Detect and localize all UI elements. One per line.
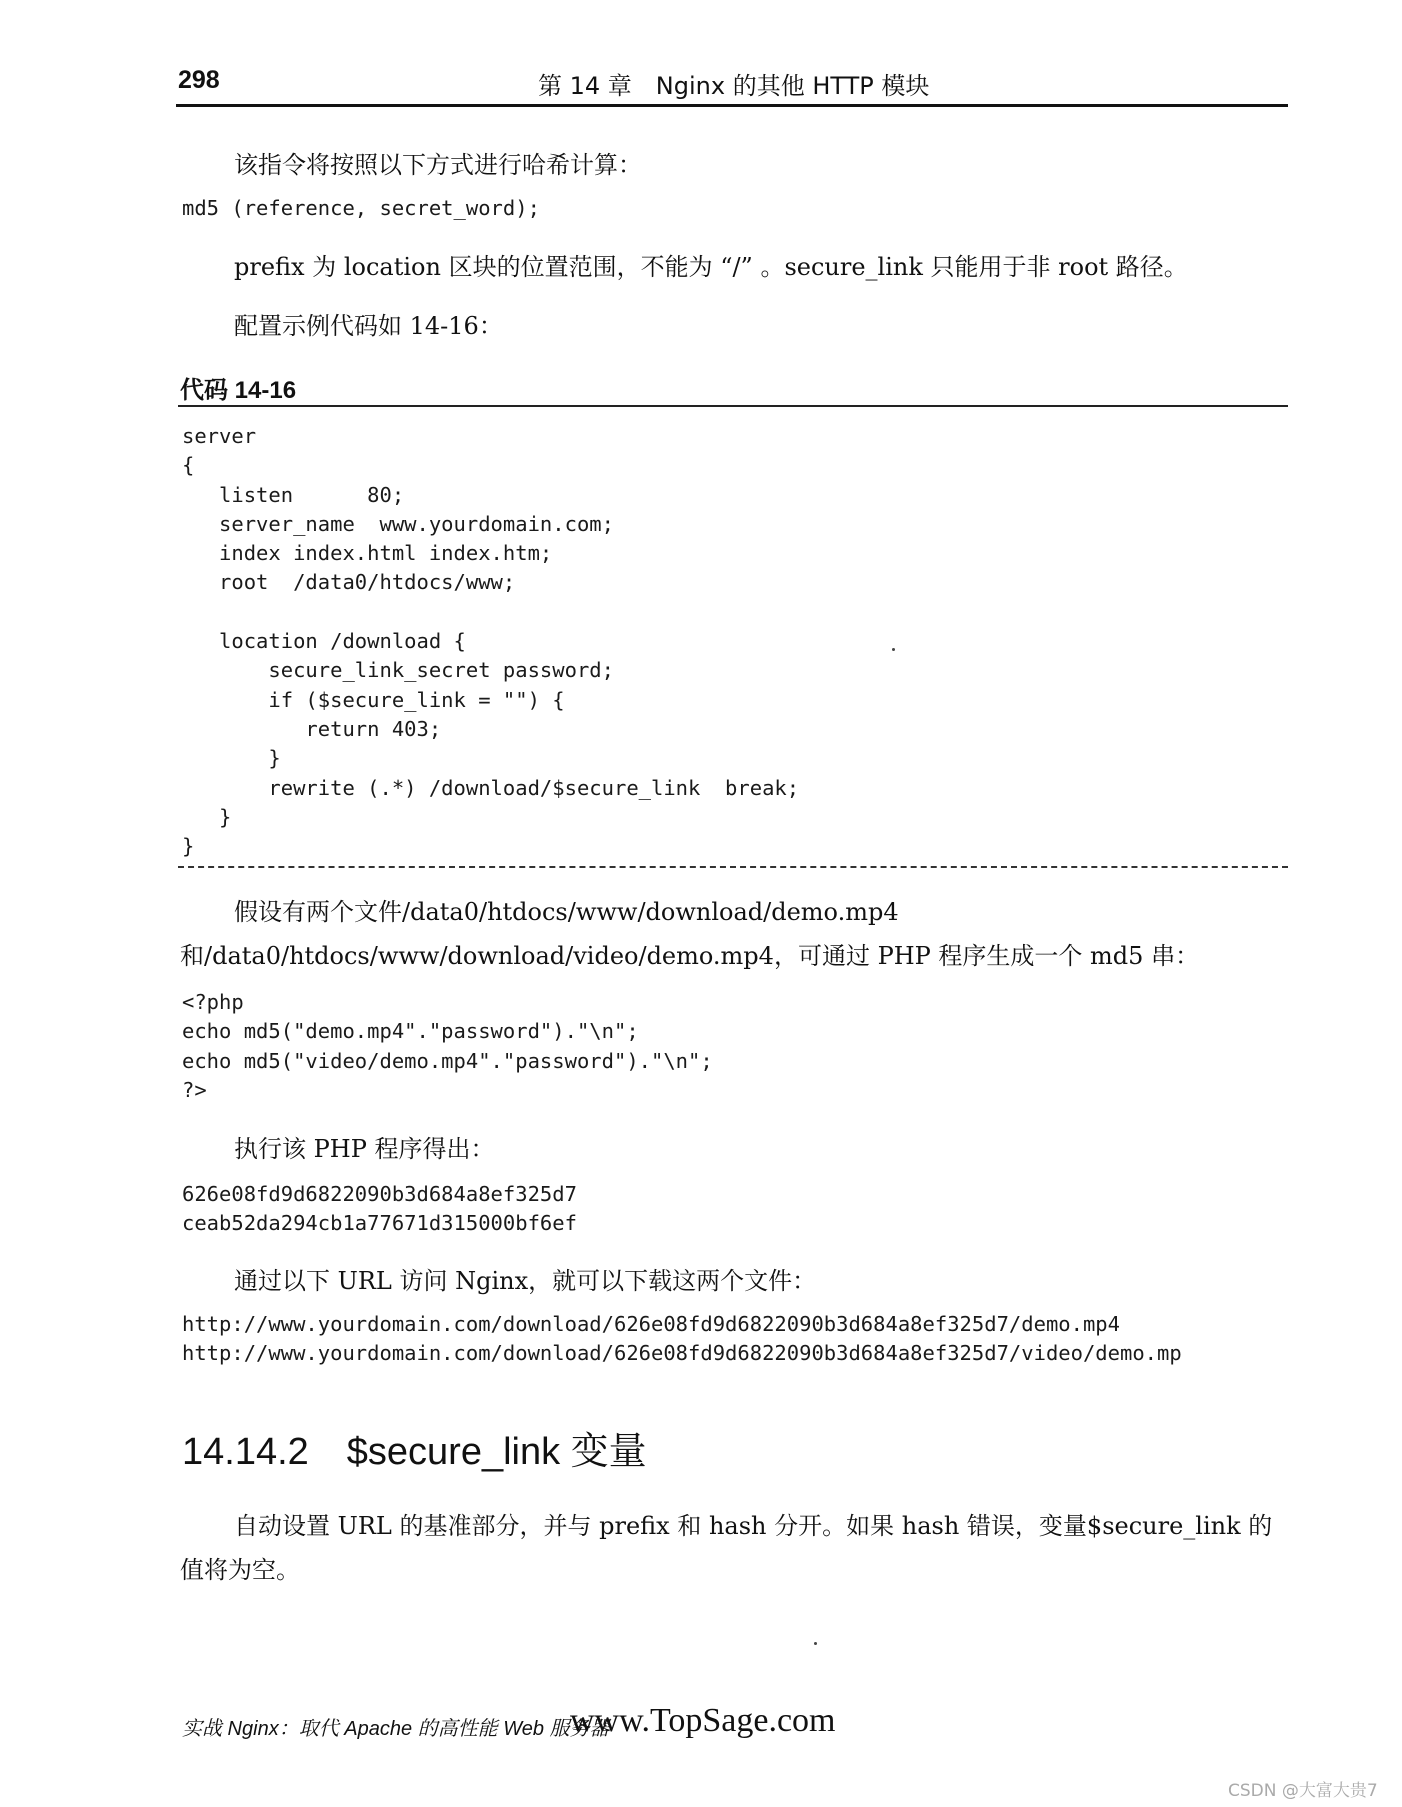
listing-bottom-rule (178, 866, 1288, 868)
code-line: listen 80; (182, 482, 405, 507)
php-paragraph (180, 890, 1288, 978)
hash-code: md5 (reference, secret_word); (182, 196, 540, 220)
url-sentence: 通过以下 URL 访问 Nginx，就可以下载这两个文件： (234, 1267, 817, 1295)
scan-speck (814, 1642, 817, 1645)
code-line: } (182, 804, 232, 829)
code-line: server_name www.yourdomain.com; (182, 511, 614, 536)
code-line: root /data0/htdocs/www; (182, 570, 516, 595)
result-code: 626e08fd9d6822090b3d684a8ef325d7 ceab52da294cb1a77671d315000bf6ef (182, 1182, 577, 1236)
listing-code (182, 422, 799, 861)
code-line: } (182, 746, 281, 771)
code-line: index index.html index.htm; (182, 541, 553, 566)
code-line: } (182, 834, 195, 859)
hash-sentence: 该指令将按照以下方式进行哈希计算： (234, 151, 642, 179)
scan-speck (892, 648, 895, 651)
code-line: location /download { (182, 629, 466, 654)
code-line: return 403; (182, 716, 442, 741)
code-line: server (182, 424, 257, 448)
prefix-sentence: prefix 为 location 区块的位置范围，不能为 “/” 。secure_link 只能用于非 root 路径。 (234, 253, 1188, 281)
footer-site: www.TopSage.com (570, 1702, 836, 1739)
section-heading: 14.14.2 $secure_link 变量 (182, 1431, 647, 1473)
section-paragraph (180, 1504, 1288, 1592)
section-paragraph-text: 自动设置 URL 的基准部分，并与 prefix 和 hash 分开。如果 hash 错误，变量$secure_link 的值将为空。 (180, 1512, 1273, 1584)
url-code: http://www.yourdomain.com/download/626e08fd9d6822090b3d684a8ef325d7/demo.mp4 http://www.yourdomain.com/download/626e08fd9d6822090b3d684a8ef325d7/video/demo.mp (182, 1312, 1182, 1366)
csdn-watermark: CSDN @大富大贵7 (1228, 1781, 1378, 1801)
result-sentence: 执行该 PHP 程序得出： (234, 1135, 495, 1163)
example-sentence: 配置示例代码如 14-16： (234, 312, 503, 340)
listing-title: 代码 14-16 (180, 377, 297, 404)
footer-book-title: 实战 Nginx：取代 Apache 的高性能 Web 服务器 (182, 1718, 610, 1740)
chapter-title: 第 14 章 Nginx 的其他 HTTP 模块 (538, 72, 930, 100)
page-number: 298 (178, 66, 220, 94)
header-rule (176, 104, 1288, 107)
php-code: <?php echo md5("demo.mp4"."password")."\n"; echo md5("video/demo.mp4"."password")."\n"; ?> (182, 990, 713, 1102)
page-header (178, 62, 1288, 104)
code-line: secure_link_secret password; (182, 658, 614, 683)
code-line: if ($secure_link = "") { (182, 687, 565, 712)
listing-top-rule (178, 405, 1288, 407)
code-line: rewrite (.*) /download/$secure_link break; (182, 775, 800, 800)
code-line (182, 598, 799, 627)
php-paragraph-text: 假设有两个文件/data0/htdocs/www/download/demo.mp4 和/data0/htdocs/www/download/video/demo.mp4，可通过 PHP 程序生成一个 md5 串： (180, 898, 1200, 970)
code-line: { (182, 453, 195, 478)
